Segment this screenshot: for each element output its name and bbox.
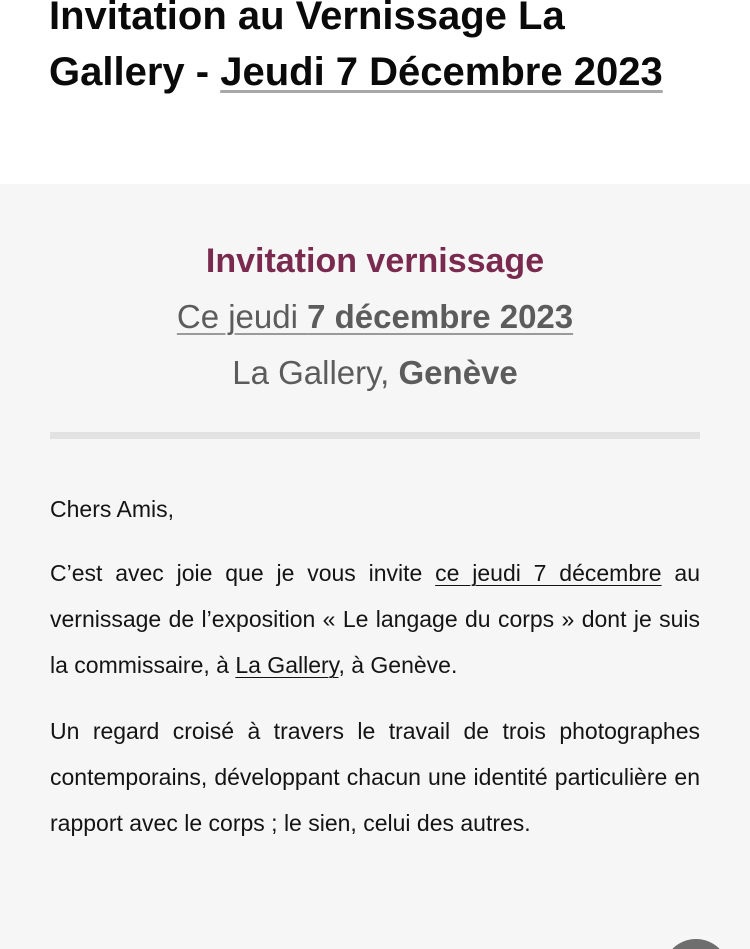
scroll-button[interactable] [663,939,729,949]
paragraph-invitation [50,550,700,688]
p2-start: C’est avec joie que je vous invite [50,560,436,586]
divider [50,432,700,439]
date-prefix: Ce jeudi [176,298,308,335]
invitation-date-link[interactable] [177,298,573,335]
invitation-date[interactable] [0,298,750,336]
invitation-place [0,354,750,392]
invitation-title: Invitation vernissage [205,242,545,280]
subject-prefix: Invitation au Vernissage La Gallery - [49,0,565,94]
place-prefix: La Gallery, [232,354,399,391]
email-subject [49,0,689,100]
p2-end: , à Genève. [338,652,458,678]
paragraph-description: Un regard croisé à travers le travail de trois photographes contemporains, développant chacun une identité particulière en rapport avec le corps ; le sien, celui des autres. [50,718,700,836]
email-body [0,184,750,949]
message-text [50,486,700,846]
subject-date-link[interactable]: Jeudi 7 Décembre 2023 [220,50,663,94]
greeting: Chers Amis, [50,496,174,522]
gallery-link[interactable]: La Gallery [235,652,339,678]
p2-mid: au vernissage de l’exposition « Le langage du corps » dont je suis la commissaire, à [50,560,700,678]
date-value: 7 décembre 2023 [307,298,574,335]
place-city: Genève [398,354,518,391]
date-link[interactable]: ce jeudi 7 décembre [435,560,662,586]
email-subject-area [0,0,750,184]
